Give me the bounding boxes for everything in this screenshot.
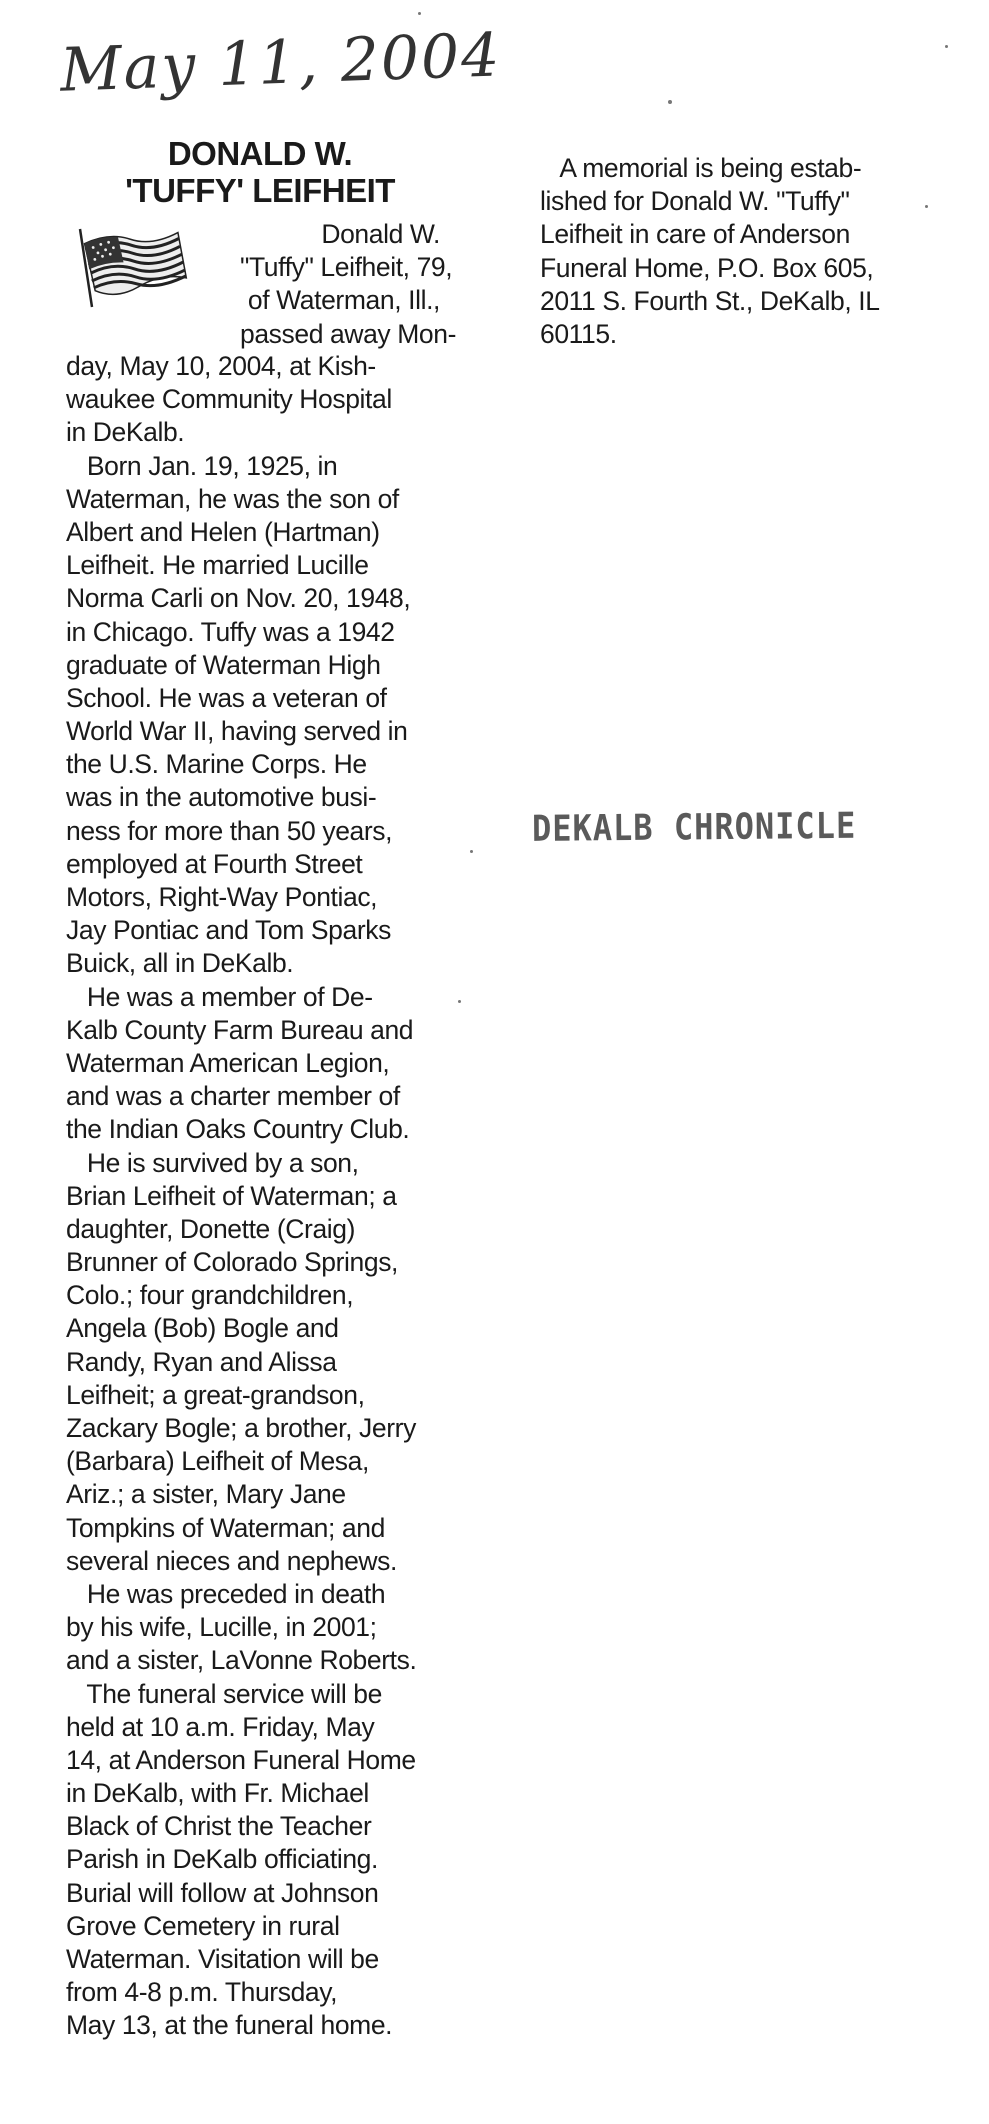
text-line: held at 10 a.m. Friday, May — [66, 1711, 375, 1742]
text-line: 2011 S. Fourth St., DeKalb, IL — [540, 285, 880, 316]
text-line: in DeKalb, with Fr. Michael — [66, 1778, 369, 1809]
text-line: Waterman, he was the son of — [66, 483, 399, 514]
text-line: Brunner of Colorado Springs, — [66, 1247, 399, 1278]
obituary-intro — [240, 218, 457, 351]
text-line: Waterman. Visitation will be — [66, 1944, 379, 1974]
text-line: the Indian Oaks Country Club. — [66, 1114, 410, 1145]
scan-speck — [668, 100, 672, 104]
text-line: day, May 10, 2004, at Kish- — [66, 351, 376, 381]
text-line: of Waterman, Ill., — [247, 285, 440, 316]
text-line: A memorial is being estab- — [540, 153, 862, 183]
text-line: the U.S. Marine Corps. He — [66, 749, 367, 780]
text-line: 60115. — [540, 318, 617, 349]
text-line: Norma Carli on Nov. 20, 1948, — [66, 583, 411, 614]
text-line: Grove Cemetery in rural — [66, 1910, 340, 1941]
text-line: Tompkins of Waterman; and — [66, 1512, 385, 1543]
text-line: Burial will follow at Johnson — [66, 1877, 379, 1908]
text-line: He is survived by a son, — [66, 1147, 359, 1178]
text-line: Black of Christ the Teacher — [66, 1811, 372, 1842]
text-line: lished for Donald W. "Tuffy" — [540, 186, 850, 217]
text-line: (Barbara) Leifheit of Mesa, — [66, 1446, 369, 1477]
american-flag-icon — [74, 225, 189, 310]
text-line: Born Jan. 19, 1925, in — [66, 450, 338, 481]
headline-line-2: 'TUFFY' LEIFHEIT — [125, 172, 395, 209]
scan-speck — [458, 1000, 461, 1003]
text-line: Leifheit. He married Lucille — [66, 550, 369, 581]
scan-speck — [418, 12, 421, 15]
text-line: passed away Mon- — [240, 318, 457, 349]
obituary-headline — [100, 135, 420, 209]
text-line: Buick, all in DeKalb. — [66, 948, 294, 979]
text-line: Motors, Right-Way Pontiac, — [66, 882, 378, 912]
text-line: Kalb County Farm Bureau and — [66, 1014, 414, 1045]
text-line: Brian Leifheit of Waterman; a — [66, 1180, 397, 1211]
text-line: was in the automotive busi- — [66, 782, 377, 813]
text-line: in DeKalb. — [66, 417, 185, 448]
text-line: Ariz.; a sister, Mary Jane — [66, 1479, 346, 1510]
text-line: He was a member of De- — [66, 981, 373, 1012]
text-line: daughter, Donette (Craig) — [66, 1213, 356, 1244]
handwritten-date: May 11, 2004 — [58, 20, 503, 106]
memorial-notice — [540, 152, 940, 351]
text-line: He was preceded in death — [66, 1578, 386, 1609]
text-line: and was a charter member of — [66, 1081, 400, 1112]
text-line: "Tuffy" Leifheit, 79, — [240, 252, 453, 283]
text-line: graduate of Waterman High — [66, 649, 381, 680]
text-line: several nieces and nephews. — [66, 1545, 397, 1576]
text-line: The funeral service will be — [66, 1678, 382, 1709]
scan-speck — [925, 205, 928, 208]
headline-line-1: DONALD W. — [167, 135, 353, 172]
text-line: Jay Pontiac and Tom Sparks — [66, 915, 391, 946]
text-line: School. He was a veteran of — [66, 682, 387, 713]
text-line: Funeral Home, P.O. Box 605, — [540, 252, 874, 283]
text-line: Randy, Ryan and Alissa — [66, 1346, 337, 1377]
text-line: in Chicago. Tuffy was a 1942 — [66, 616, 395, 647]
text-line: Angela (Bob) Bogle and — [66, 1313, 339, 1344]
text-line: from 4-8 p.m. Thursday, — [66, 1977, 338, 2008]
text-line: Donald W. — [321, 219, 440, 249]
text-line: and a sister, LaVonne Roberts. — [66, 1645, 417, 1676]
text-line: Leifheit; a great-grandson, — [66, 1379, 365, 1410]
text-line: 14, at Anderson Funeral Home — [66, 1744, 416, 1775]
scan-speck — [945, 45, 948, 48]
text-line: Colo.; four grandchildren, — [66, 1280, 354, 1311]
text-line: employed at Fourth Street — [66, 848, 363, 879]
scan-speck — [470, 850, 473, 853]
text-line: World War II, having served in — [66, 716, 408, 747]
text-line: waukee Community Hospital — [66, 384, 392, 415]
text-line: Waterman American Legion, — [66, 1047, 390, 1078]
text-line: Leifheit in care of Anderson — [540, 219, 850, 250]
text-line: ness for more than 50 years, — [66, 815, 393, 846]
obituary-body — [66, 350, 446, 2043]
source-stamp: DEKALB CHRONICLE — [531, 804, 857, 850]
text-line: Albert and Helen (Hartman) — [66, 516, 380, 547]
text-line: May 13, at the funeral home. — [66, 2010, 393, 2041]
text-line: by his wife, Lucille, in 2001; — [66, 1612, 377, 1643]
text-line: Zackary Bogle; a brother, Jerry — [66, 1413, 416, 1443]
text-line: Parish in DeKalb officiating. — [66, 1844, 378, 1875]
